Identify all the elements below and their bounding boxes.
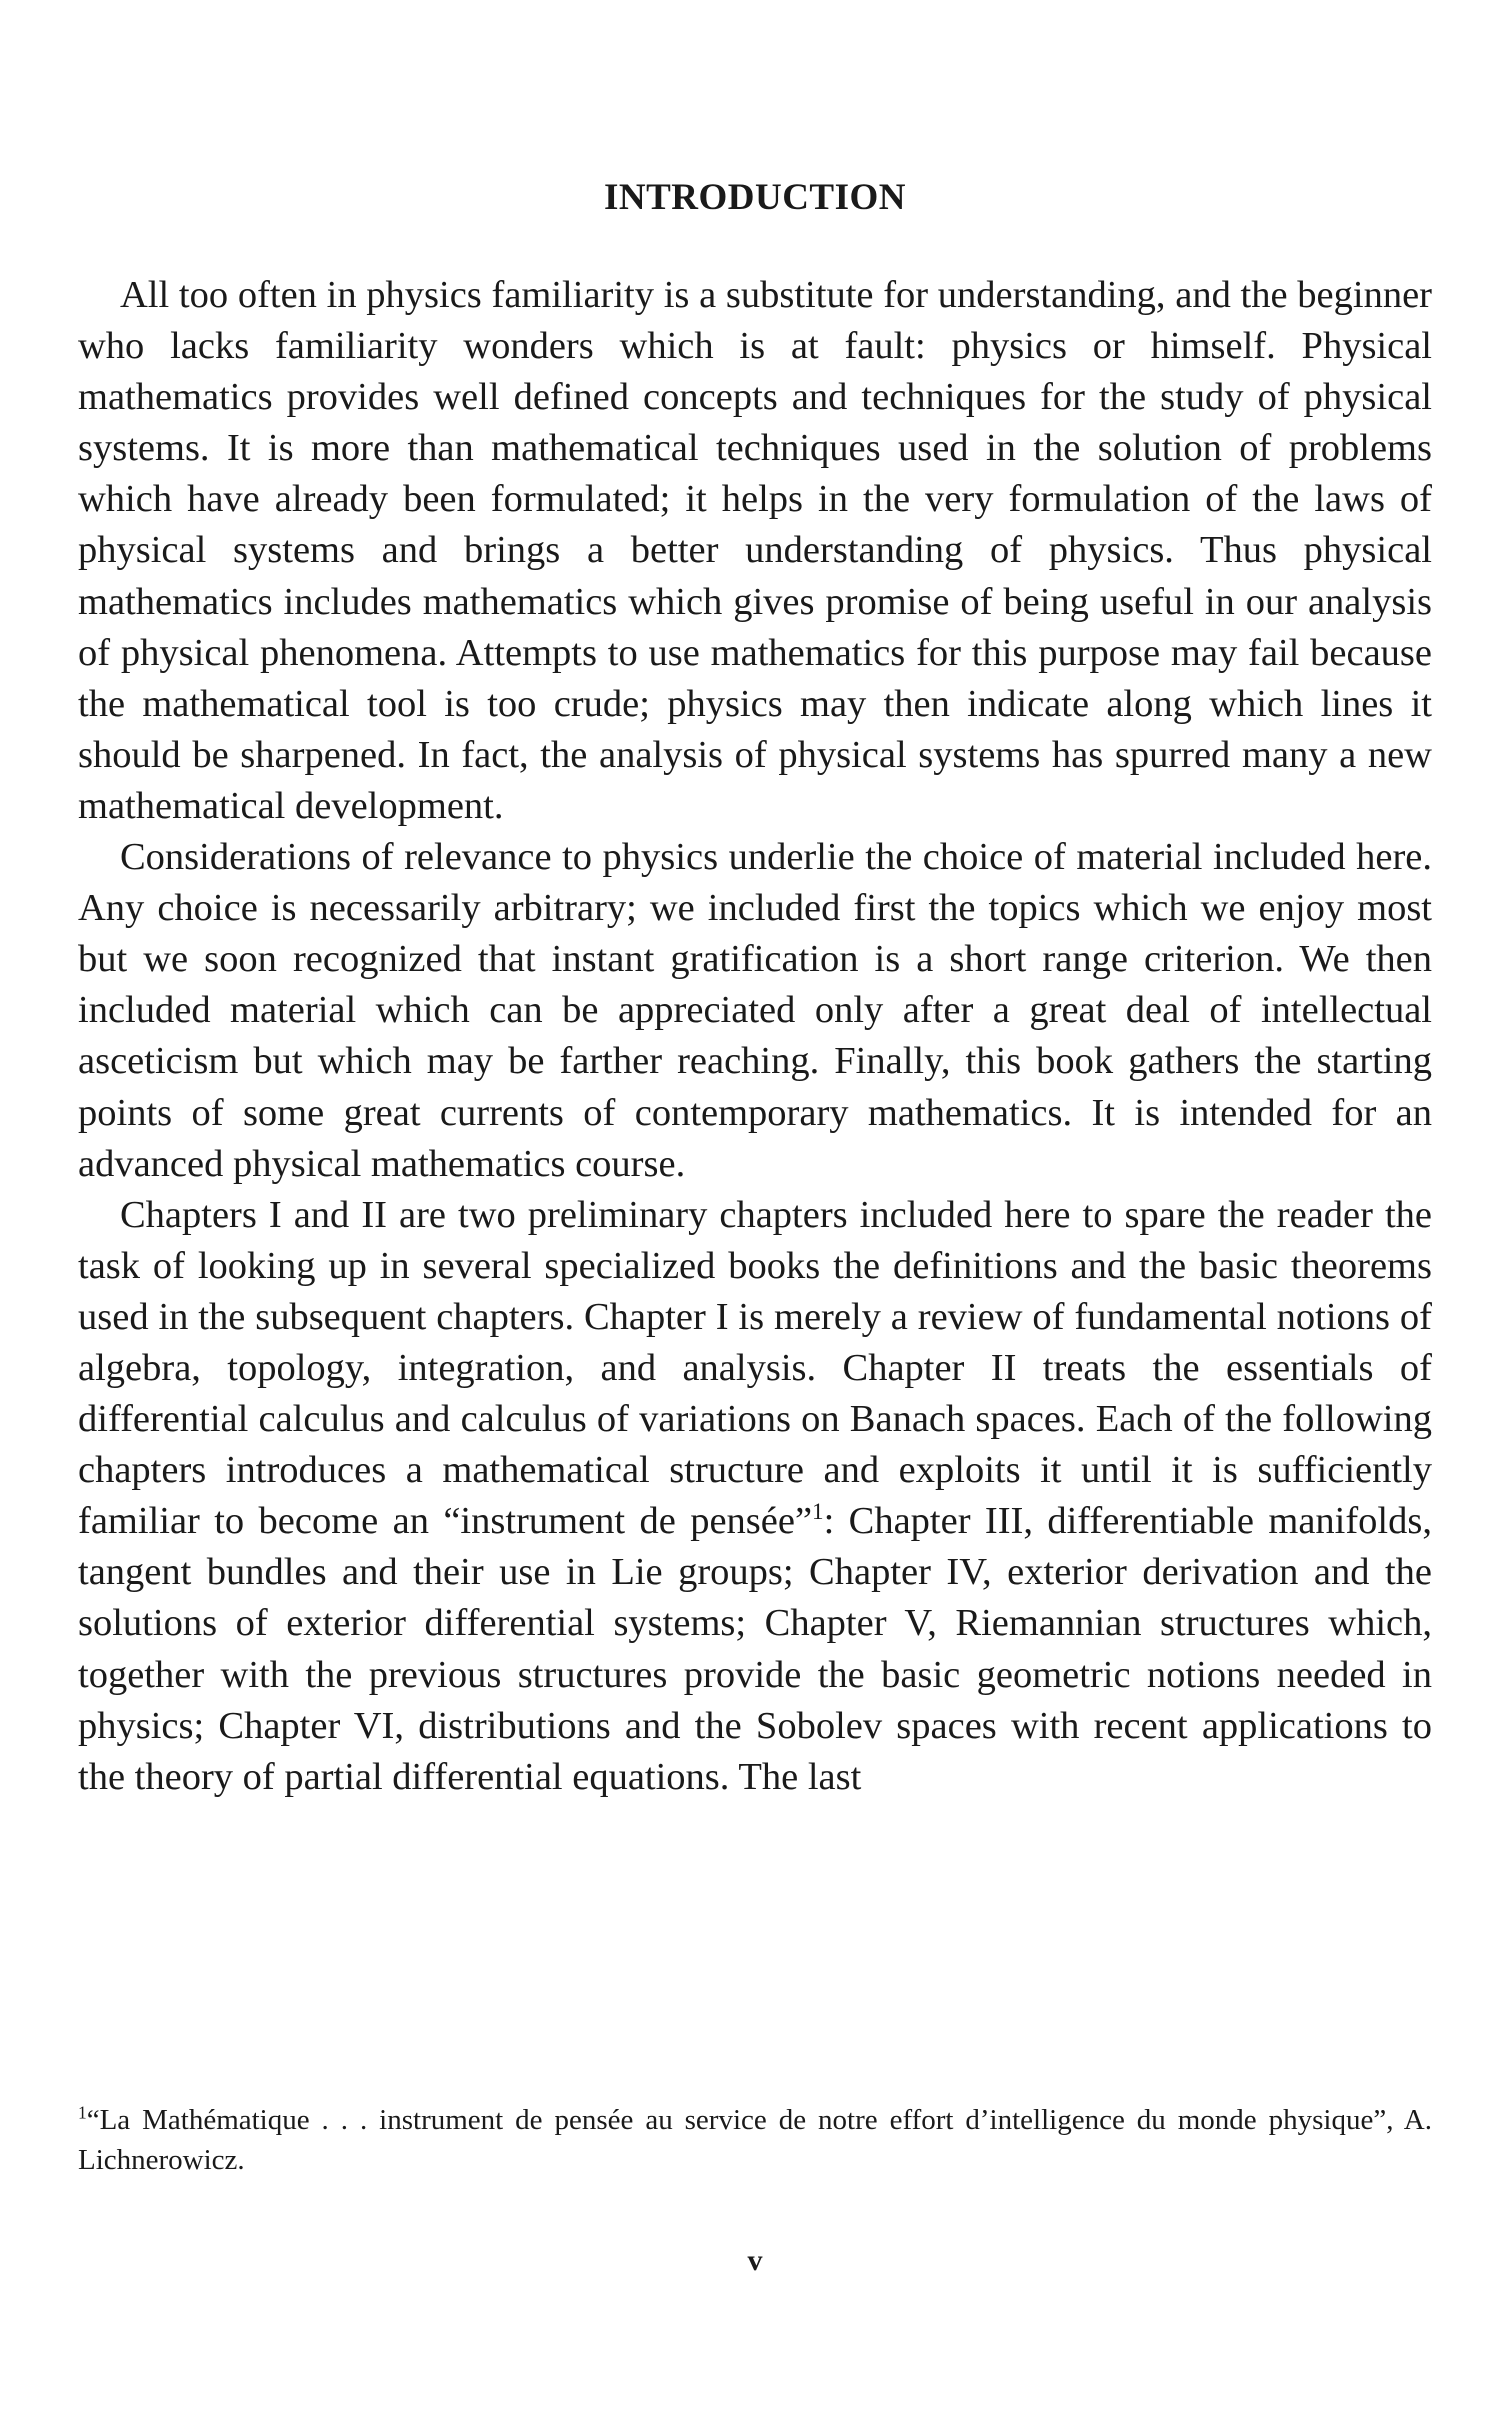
body-text bbox=[78, 270, 1432, 1803]
footnote-reference: 1 bbox=[812, 1498, 824, 1525]
page-number: v bbox=[747, 2244, 763, 2277]
page-title: INTRODUCTION bbox=[603, 177, 907, 218]
footnote bbox=[78, 2100, 1432, 2180]
paragraph-3 bbox=[78, 1190, 1432, 1803]
paragraph-1: All too often in physics familiarity is a substitute for understanding, and the beginner who lacks familiarity wonders which is at fault: physics or himself. Physical mathematics provides well defined concepts and techniques for the study of physical systems. It is more than mathematical techniques used in the solution of problems which have already been formulated; it helps in the very formulation of the laws of physical systems and brings a better understanding of physics. Thus physical mathematics includes mathematics which gives promise of being useful in our analysis of physical phenomena. Attempts to use mathematics for this purpose may fail because the mathematical tool is too crude; physics may then indicate along which lines it should be sharpened. In fact, the analysis of physical systems has spurred many a new mathematical development. bbox=[78, 274, 1432, 827]
paragraph-2: Considerations of relevance to physics underlie the choice of material included here. Any choice is necessarily arbitrary; we included first the topics which we enjoy most but we soon recognized that instant gratification is a short range criterion. We then included material which can be appreciated only after a great deal of intellectual asceticism but which may be farther reaching. Finally, this book gathers the starting points of some great currents of contemporary mathematics. It is intended for an advanced physical mathematics course. bbox=[78, 836, 1432, 1185]
footnote-text: “La Mathématique . . . instrument de pensée au service de notre effort d’intelligence du monde physique”, A. Lichnerowicz. bbox=[78, 2104, 1432, 2176]
footnote-marker: 1 bbox=[78, 2102, 87, 2123]
paragraph-3-text-after-note: : Chapter III, differentiable manifolds, tangent bundles and their use in Lie groups; Chapter IV, exterior derivation and the solutions of exterior differential systems; Chapter V, Riemannian structures which, together with the previous structures provide the basic geometric notions needed in physics; Chapter VI, distributions and the Sobolev spaces with recent applications to the theory of partial differential equations. The last bbox=[78, 1500, 1432, 1798]
paragraph-3-text-before-note: Chapters I and II are two preliminary chapters included here to spare the reader the task of looking up in several specialized books the definitions and the basic theorems used in the subsequent chapters. Chapter I is merely a review of fundamental notions of algebra, topology, integration, and analysis. Chapter II treats the essentials of differential calculus and calculus of variations on Banach spaces. Each of the following chapters introduces a mathematical structure and exploits it until it is sufficiently familiar to become an “instrument de pensée” bbox=[78, 1193, 1432, 1543]
document-page bbox=[78, 0, 1432, 2416]
